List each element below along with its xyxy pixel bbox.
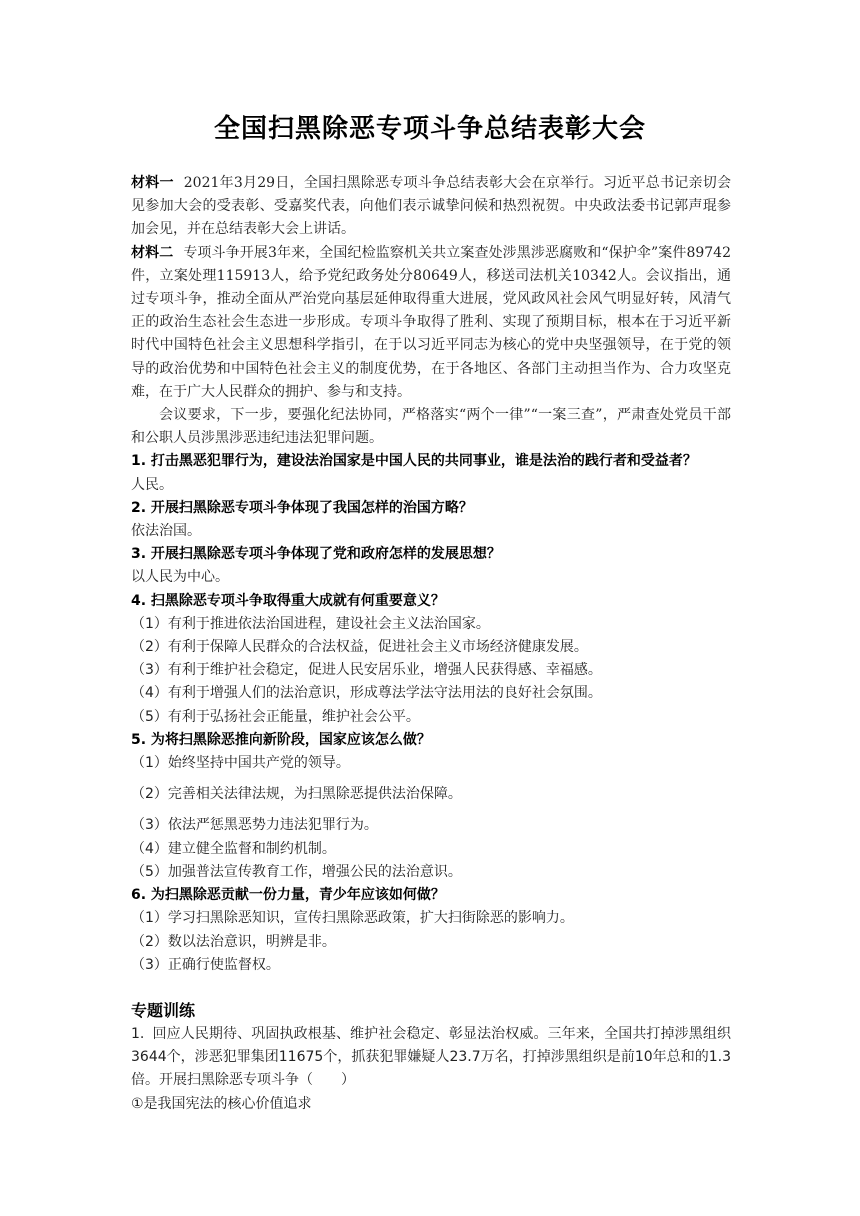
list-item: （1）有利于推进依法治国进程，建设社会主义法治国家。: [131, 615, 490, 632]
page-title: 全国扫黑除恶专项斗争总结表彰大会: [213, 114, 646, 144]
list-item: （3）有利于维护社会稳定，促进人民安居乐业，增强人民获得感、幸福感。: [131, 662, 602, 679]
exercise-number: 1.: [131, 1025, 145, 1042]
training-heading: 专题训练: [131, 1000, 196, 1020]
material-one: [131, 172, 731, 242]
list-item: （4）建立健全监督和制约机制。: [131, 840, 336, 857]
question-6: 6. 为扫黑除恶贡献一份力量，青少年应该如何做？: [131, 887, 445, 904]
answer-2: 依法治国。: [131, 523, 201, 540]
exercise-option-1: ①是我国宪法的核心价值追求: [131, 1095, 312, 1112]
material-one-label: 材料一: [131, 175, 174, 191]
list-item: （3）正确行使监督权。: [131, 956, 280, 973]
list-item: （2）数以法治意识，明辨是非。: [131, 933, 336, 950]
list-item: （5）有利于弘扬社会正能量，维护社会公平。: [131, 708, 420, 725]
material-two: [131, 242, 731, 404]
material-one-text: 2021年3月29日，全国扫黑除恶专项斗争总结表彰大会在京举行。习近平总书记亲切会见参加大会的受表彰、受嘉奖代表，向他们表示诚挚问候和热烈祝贺。中央政法委书记郭声琨参加会见，并在总结表彰大会上讲话。: [131, 175, 731, 238]
list-item: （1）学习扫黑除恶知识，宣传扫黑除恶政策，扩大扫街除恶的影响力。: [131, 910, 574, 927]
question-1: 1. 打击黑恶犯罪行为，建设法治国家是中国人民的共同事业，谁是法治的践行者和受益者？: [131, 453, 697, 470]
answer-1: 人民。: [131, 476, 173, 493]
material-two-paragraph-2: 会议要求，下一步，要强化纪法协同，严格落实“两个一律”“一案三查”，严肃查处党员干部和公职人员涉黑涉恶违纪违法犯罪问题。: [131, 407, 731, 447]
question-2: 2. 开展扫黑除恶专项斗争体现了我国怎样的治国方略？: [131, 499, 473, 516]
list-item: （5）加强普法宣传教育工作，增强公民的法治意识。: [131, 863, 462, 880]
material-two-text: 专项斗争开展3年来，全国纪检监察机关共立案查处涉黑涉恶腐败和“保护伞”案件89742件，立案处理115913人，给予党纪政务处分80649人，移送司法机关10342人。会议指出，通过专项斗争，推动全面从严治党向基层延伸取得重大进展，党风政风社会风气明显好转，风清气正的政治生态社会生态进一步形成。专项斗争取得了胜利、实现了预期目标，根本在于习近平新时代中国特色社会主义思想科学指引，在于以习近平同志为核心的党中央坚强领导，在于党的领导的政治优势和中国特色社会主义的制度优势，在于各地区、各部门主动担当作为、合力攻坚克难，在于广大人民群众的拥护、参与和支持。: [131, 244, 732, 400]
list-item: （2）有利于保障人民群众的合法权益，促进社会主义市场经济健康发展。: [131, 639, 588, 656]
list-item: （3）依法严惩黑恶势力违法犯罪行为。: [131, 817, 378, 834]
question-5: 5. 为将扫黑除恶推向新阶段，国家应该怎么做？: [131, 731, 431, 748]
material-two-label: 材料二: [131, 244, 174, 261]
list-item: （1）始终坚持中国共产党的领导。: [131, 755, 350, 772]
exercise-1: [131, 1023, 731, 1093]
answer-3: 以人民为中心。: [131, 569, 229, 586]
question-4: 4. 扫黑除恶专项斗争取得重大成就有何重要意义？: [131, 592, 445, 609]
question-3: 3. 开展扫黑除恶专项斗争体现了党和政府怎样的发展思想？: [131, 546, 501, 563]
document-body: [131, 172, 731, 1116]
exercise-text: 回应人民期待、巩固执政根基、维护社会稳定、彰显法治权威。三年来，全国共打掉涉黑组织3644个，涉恶犯罪集团11675个，抓获犯罪嫌疑人23.7万名，打掉涉黑组织是前10年总和的1.3倍。开展扫黑除恶专项斗争（ ）: [131, 1025, 731, 1089]
list-item: （4）有利于增强人们的法治意识，形成尊法学法守法用法的良好社会氛围。: [131, 685, 602, 702]
list-item: （2）完善相关法律法规，为扫黑除恶提供法治保障。: [131, 786, 462, 803]
